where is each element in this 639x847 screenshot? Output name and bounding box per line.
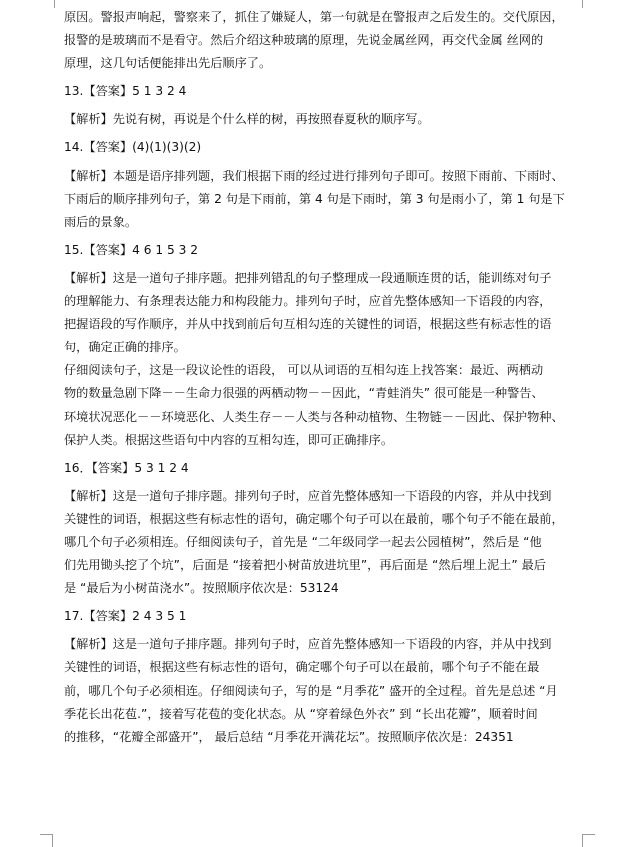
text-line: 哪几个句子必须相连。仔细阅读句子，首先是 “二年级同学一起去公园植树”，然后是 “他 [64,534,542,549]
text-line: 的推移，“花瓣全部盛开”， 最后总结 “月季花开满花坛”。按照顺序依次是：24351 [64,729,514,744]
text-line: 的理解能力、有条理表达能力和构段能力。排列句子时，应首先整体感知一下语段的内容， [64,294,552,309]
text-line: 雨后的景象。 [64,214,138,229]
answer-heading-16: 16．【答案】5 3 1 2 4 [64,460,189,475]
document-body [64,6,574,749]
text-line: 句，确定正确的排序。 [64,340,186,355]
text-line: 仔细阅读句子，这是一段议论性的语段， 可以从词语的互相勾连上找答案：最近、两栖动 [64,363,544,378]
text-line: 关键性的词语，根据这些有标志性的语句，确定哪个句子可以在最前，哪个句子不能在最前， [64,511,564,526]
crop-mark-bottom-left [40,834,53,847]
text-line: 季花长出花苞.”，接着写花苞的变化状态。从 “穿着绿色外衣” 到 “长出花瓣”，顺着时间 [64,706,538,721]
answer-heading-17: 17.【答案】2 4 3 5 1 [64,609,187,624]
text-line: 们先用锄头挖了个坑”，后面是 “接着把小树苗放进坑里”，再后面是 “然后埋上泥土” 最后 [64,558,546,573]
crop-mark-top-right [582,0,597,8]
answer-heading-15: 15.【答案】4 6 1 5 3 2 [64,242,199,257]
text-line: 原因。警报声响起，警察来了，抓住了嫌疑人，第一句就是在警报声之后发生的。交代原因， [64,10,564,24]
analysis-line: 【解析】先说有树，再说是个什么样的树，再按照春夏秋的顺序写。 [64,112,430,127]
text-line: 原理，这几句话便能排出先后顺序了。 [64,56,272,71]
text-line: 把握语段的写作顺序，并从中找到前后句互相勾连的关键性的词语，根据这些有标志性的语 [64,317,552,332]
analysis-line: 【解析】本题是语序排列题，我们根据下雨的经过进行排列句子即可。按照下雨前、下雨时、 [64,168,564,183]
crop-mark-top-left [40,0,55,8]
text-line: 关键性的词语，根据这些有标志性的语句，确定哪个句子可以在最前，哪个句子不能在最 [64,660,540,675]
analysis-line: 【解析】这是一道句子排序题。排列句子时，应首先整体感知一下语段的内容，并从中找到 [64,637,552,652]
text-line: 物的数量急剧下降－－生命力很强的两栖动物－－因此，“青蛙消失” 很可能是一种警告、 [64,386,544,401]
text-line: 下雨后的顺序排列句子，第 2 句是下雨前，第 4 句是下雨时，第 3 句是雨小了，第 1 句是下 [64,191,565,206]
text-line: 报警的是玻璃而不是看守。然后介绍这种玻璃的原理，先说金属丝网，再交代金属 丝网的 [64,33,544,48]
text-line: 环境状况恶化－－环境恶化、人类生存－－人类与各种动植物、生物链－－因此、保护物种、 [64,409,564,424]
answer-heading-14: 14.【答案】(4)(1)(3)(2) [64,140,202,155]
crop-mark-bottom-right [582,834,595,847]
answer-heading-13: 13.【答案】5 1 3 2 4 [64,84,187,99]
text-line: 是 “最后为小树苗浇水”。按照顺序依次是：53124 [64,581,339,596]
text-line: 保护人类。根据这些语句中内容的互相勾连，即可正确排序。 [64,432,394,447]
text-line: 前，哪几个句子必须相连。仔细阅读句子，写的是 “月季花” 盛开的全过程。首先是总述 “月 [64,683,558,698]
analysis-line: 【解析】这是一道句子排序题。把排列错乱的句子整理成一段通顺连贯的话，能训练对句子 [64,270,552,285]
analysis-line: 【解析】这是一道句子排序题。排列句子时，应首先整体感知一下语段的内容，并从中找到 [64,488,552,503]
